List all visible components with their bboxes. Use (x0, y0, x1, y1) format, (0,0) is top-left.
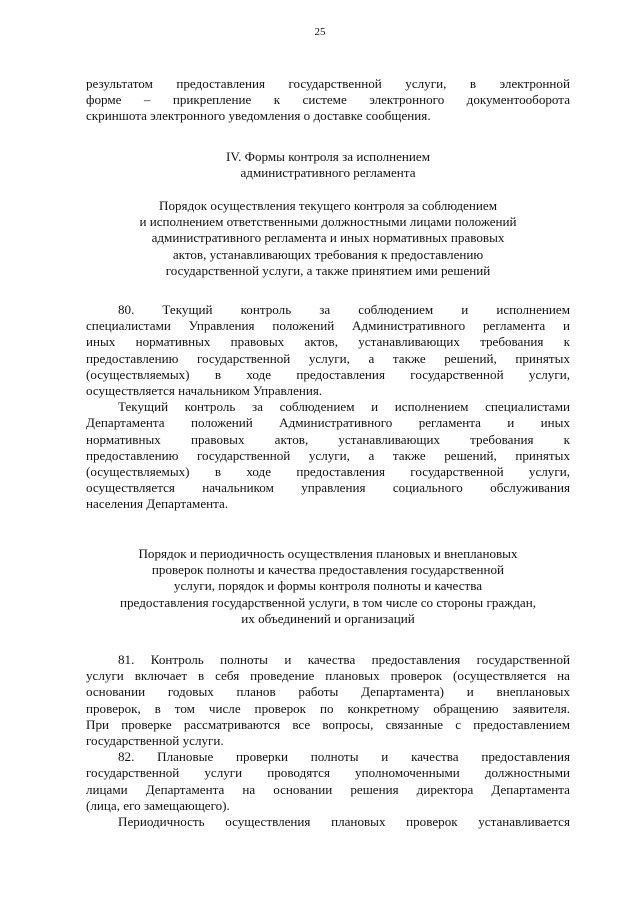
text-line: лицами Департамента на основании решения директора Департамента (86, 781, 570, 797)
text-line: Департамента положений Административного регламента и иных (86, 415, 570, 431)
text-line: населения Департамента. (86, 496, 229, 512)
page-number: 25 (314, 26, 326, 38)
text-line: (осуществляемых) в ходе предоставления государственной услуги, (86, 463, 570, 479)
text-line: проверок, в том числе проверок по конкретному обращению заявителя. (86, 700, 570, 716)
text-line: осуществляется начальником управления социального обслуживания (86, 480, 570, 496)
text-line: (лица, его замещающего). (86, 797, 230, 813)
text-line: 81. Контроль полноты и качества предоставления государственной (118, 652, 570, 667)
text-line: скриншота электронного уведомления о доставке сообщения. (86, 108, 431, 124)
text-line: нормативных правовых актов, устанавливающих требования к (86, 431, 570, 447)
text-line: государственной услуги проводятся уполномоченными должностными (86, 765, 570, 781)
text-line: 80. Текущий контроль за соблюдением и исполнением (118, 302, 570, 317)
text-line: результатом предоставления государственной услуги, в электронной (86, 76, 570, 91)
heading-line: предоставления государственной услуги, в том числе со стороны граждан, (120, 594, 536, 610)
text-line: форме – прикрепление к системе электронного документооборота (86, 92, 570, 108)
text-line: предоставлению государственной услуги, а также решений, принятых (86, 350, 570, 366)
text-line: Текущий контроль за соблюдением и исполнением специалистами (118, 399, 570, 415)
text-line: услуги включает в себя проведение плановых проверок (осуществляется на (86, 668, 570, 684)
text-line: иных нормативных правовых актов, устанавливающих требования к (86, 334, 570, 350)
text-line: специалистами Управления положений Административного регламента и (86, 318, 570, 334)
heading-line: государственной услуги, а также принятием ими решений (165, 262, 491, 278)
heading-line: услуги, порядок и формы контроля полноты и качества (173, 578, 483, 594)
text-line: основании годовых планов работы Департамента) и внеплановых (86, 684, 570, 700)
text-line: государственной услуги. (86, 732, 224, 748)
heading-line: Порядок осуществления текущего контроля за соблюдением (159, 198, 497, 213)
paragraph-continuation (86, 76, 570, 125)
text-line: (осуществляемых) в ходе предоставления государственной услуги, (86, 366, 570, 382)
subheading-current-control (86, 198, 570, 279)
heading-line: административного регламента (240, 165, 416, 181)
heading-line: актов, устанавливающих требования к предоставлению (172, 246, 484, 262)
text-line: осуществляется начальником Управления. (86, 382, 323, 398)
heading-line: проверок полноты и качества предоставления государственной (151, 562, 505, 578)
paragraph-80 (86, 302, 570, 512)
section-heading (86, 149, 570, 181)
heading-line: их объединений и организаций (241, 610, 415, 626)
subheading-inspections (86, 546, 570, 627)
text-line: Периодичность осуществления плановых проверок устанавливается (118, 813, 570, 829)
text-line: 82. Плановые проверки полноты и качества предоставления (118, 749, 570, 765)
text-line: предоставлению государственной услуги, а также решений, принятых (86, 447, 570, 463)
heading-line: административного регламента и иных нормативных правовых (151, 230, 505, 246)
paragraphs-81-82 (86, 652, 570, 830)
heading-line: Порядок и периодичность осуществления плановых и внеплановых (138, 546, 518, 561)
heading-line: и исполнением ответственными должностными лицами положений (139, 214, 517, 230)
heading-line: IV. Формы контроля за исполнением (225, 149, 431, 164)
text-line: При проверке рассматриваются все вопросы, связанные с предоставлением (86, 716, 570, 732)
